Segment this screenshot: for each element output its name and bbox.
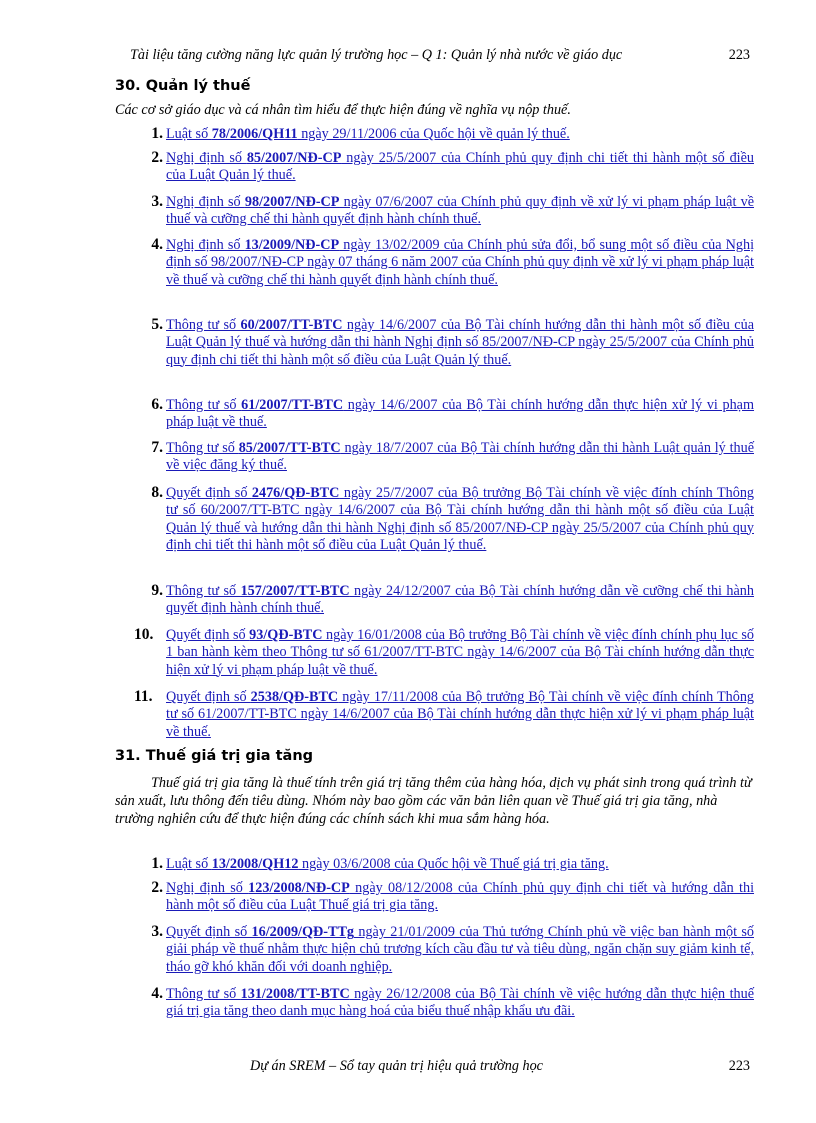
reference-link[interactable]: Quyết định số 16/2009/QĐ-TTg ngày 21/01/2009 của Thủ tướng Chính phủ về việc ban hành một số giải pháp về thuế nhằm thực hiện chủ trương kích cầu đầu tư và tiêu dùng, ngăn chặn suy giảm kinh tế, tháo gỡ khó khăn đối với doanh nghiệp.: [166, 924, 754, 975]
reference-link[interactable]: Thông tư số 85/2007/TT-BTC ngày 18/7/2007 của Bộ Tài chính hướng dẫn thi hành Luật quản lý thuế về việc đăng ký thuế.: [166, 440, 754, 474]
reference-link[interactable]: Nghị định số 13/2009/NĐ-CP ngày 13/02/2009 của Chính phủ sửa đổi, bổ sung một số điều của Nghị định số 98/2007/NĐ-CP ngày 07 tháng 6 năm 2007 của Chính phủ quy định về xử lý vi phạm pháp luật về thuế và cưỡng chế thi hành quyết định hành chính thuế.: [166, 237, 755, 288]
page-header: [130, 47, 750, 64]
item-number: 3.: [151, 193, 163, 210]
item-number: 9.: [151, 582, 163, 599]
item-number: 1.: [151, 855, 163, 872]
item-number: 4.: [151, 236, 163, 253]
item-number: 6.: [151, 396, 163, 413]
item-number: 3.: [151, 923, 163, 940]
section-30-intro: Các cơ sở giáo dục và cá nhân tìm hiểu để thực hiện đúng về nghĩa vụ nộp thuế.: [115, 102, 571, 118]
reference-link[interactable]: Nghị định số 123/2008/NĐ-CP ngày 08/12/2008 của Chính phủ quy định chi tiết và hướng dẫn thi hành một số điều của Luật Thuế giá trị gia tăng.: [166, 880, 755, 914]
item-number: 2.: [151, 879, 163, 896]
footer-title: Dự án SREM – Sổ tay quản trị hiệu quả trường học: [250, 1058, 543, 1074]
item-number: 7.: [151, 439, 163, 456]
item-number: 1.: [151, 125, 163, 142]
item-number: 11.: [134, 688, 153, 705]
reference-link[interactable]: Luật số 13/2008/QH12 ngày 03/6/2008 của Quốc hội về Thuế giá trị gia tăng.: [166, 856, 609, 872]
reference-link[interactable]: Quyết định số 93/QĐ-BTC ngày 16/01/2008 của Bộ trưởng Bộ Tài chính về việc đính chính phụ lục số 1 ban hành kèm theo Thông tư số 61/2007/TT-BTC ngày 14/6/2007 của Bộ Tài chính hướng dẫn thực hiện xử lý vi phạm pháp luật về thuế.: [166, 627, 754, 678]
header-title: Tài liệu tăng cường năng lực quản lý trường học – Q 1: Quản lý nhà nước về giáo dục: [130, 47, 623, 63]
reference-link[interactable]: Quyết định số 2476/QĐ-BTC ngày 25/7/2007 của Bộ trưởng Bộ Tài chính về việc đính chính Thông tư số 60/2007/TT-BTC ngày 14/6/2007 của Bộ Tài chính hướng dẫn thi hành một số điều của Luật Quản lý thuế và hướng dẫn thi hành Nghị định số 85/2007/NĐ-CP ngày 25/5/2007 của Chính phủ quy định chi tiết thi hành một số điều của Luật Quản lý thuế.: [166, 485, 755, 553]
reference-link[interactable]: Thông tư số 60/2007/TT-BTC ngày 14/6/2007 của Bộ Tài chính hướng dẫn thi hành một số điều của Luật Quản lý thuế và hướng dẫn thi hành Nghị định số 85/2007/NĐ-CP ngày 25/5/2007 của Chính phủ quy định chi tiết thi hành một số điều của Luật Quản lý thuế.: [166, 317, 754, 368]
section-31-title: 31. Thuế giá trị gia tăng: [115, 748, 314, 764]
reference-link[interactable]: Thông tư số 131/2008/TT-BTC ngày 26/12/2008 của Bộ Tài chính về việc hướng dẫn thực hiện thuế giá trị gia tăng theo danh mục hàng hoá của biểu thuế nhập khẩu ưu đãi.: [166, 986, 754, 1020]
section-30-title: 30. Quản lý thuế: [115, 78, 251, 94]
item-number: 8.: [151, 484, 163, 501]
reference-link[interactable]: Thông tư số 61/2007/TT-BTC ngày 14/6/2007 của Bộ Tài chính hướng dẫn thực hiện xử lý vi phạm pháp luật về thuế.: [166, 397, 755, 431]
item-number: 4.: [151, 985, 163, 1002]
footer-page-number: 223: [728, 1058, 750, 1074]
reference-link[interactable]: Thông tư số 157/2007/TT-BTC ngày 24/12/2007 của Bộ Tài chính hướng dẫn về cưỡng chế thi hành quyết định hành chính thuế.: [166, 583, 754, 617]
reference-link[interactable]: Nghị định số 85/2007/NĐ-CP ngày 25/5/2007 của Chính phủ quy định chi tiết thi hành một số điều của Luật Quản lý thuế.: [166, 150, 754, 184]
item-number: 5.: [151, 316, 163, 333]
item-number: 10.: [134, 626, 154, 643]
page-footer: [250, 1058, 750, 1075]
reference-link[interactable]: Quyết định số 2538/QĐ-BTC ngày 17/11/2008 của Bộ trưởng Bộ Tài chính về việc đính chính Thông tư số 61/2007/TT-BTC ngày 14/6/2007 của Bộ Tài chính hướng dẫn thực hiện xử lý vi phạm pháp luật về thuế.: [166, 689, 755, 740]
item-number: 2.: [151, 149, 163, 166]
header-page-number: 223: [728, 47, 750, 63]
reference-link[interactable]: Nghị định số 98/2007/NĐ-CP ngày 07/6/2007 của Chính phủ quy định về xử lý vi phạm pháp luật về thuế và cưỡng chế thi hành quyết định hành chính thuế.: [166, 194, 754, 228]
section-31-intro: Thuế giá trị gia tăng là thuế tính trên giá trị tăng thêm của hàng hóa, dịch vụ phát sinh trong quá trình từ sản xuất, lưu thông đến tiêu dùng. Nhóm này bao gồm các văn bản liên quan về Thuế giá trị gia tăng, nhà trường nghiên cứu để thực hiện đúng các chính sách khi mua sắm hàng hóa.: [115, 775, 752, 827]
reference-link[interactable]: Luật số 78/2006/QH11 ngày 29/11/2006 của Quốc hội về quản lý thuế.: [166, 126, 570, 142]
